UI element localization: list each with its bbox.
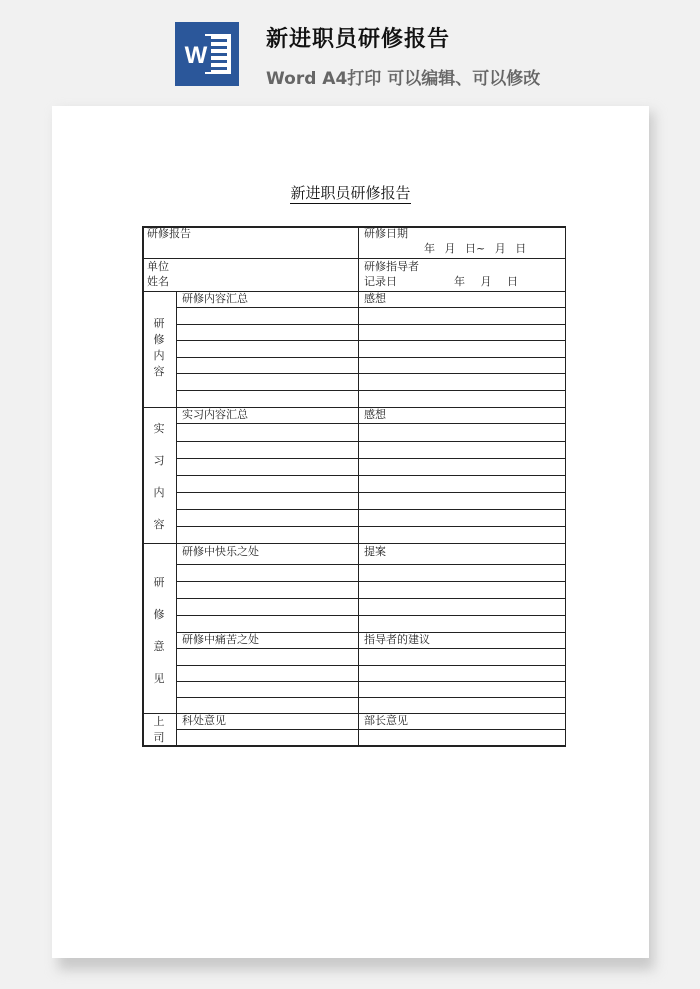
proposal-label: 提案	[364, 545, 386, 558]
department-head-label: 部长意见	[364, 714, 408, 727]
training-date-label: 研修日期	[364, 227, 408, 240]
document-page	[52, 106, 649, 958]
supervisor-label: 研修指导者	[364, 260, 419, 273]
side-label-char: 修	[153, 608, 165, 621]
training-joy-label: 研修中快乐之处	[182, 545, 259, 558]
training-pain-label: 研修中痛苦之处	[182, 633, 259, 646]
side-label-char: 修	[153, 333, 165, 346]
side-label-char: 实	[153, 422, 165, 435]
svg-text:W: W	[184, 42, 208, 69]
side-label-char: 研	[153, 576, 165, 589]
document-title-heading: 新进职员研修报告	[266, 27, 451, 52]
side-label-char: 容	[153, 365, 165, 378]
side-label-char: 上	[153, 715, 165, 728]
report-form-table	[142, 226, 566, 747]
side-label-char: 内	[153, 486, 165, 499]
side-label-char: 容	[153, 518, 165, 531]
training-feeling-label: 感想	[364, 292, 386, 305]
side-label-char: 司	[153, 731, 165, 744]
side-label-char: 习	[153, 454, 165, 467]
unit-label: 单位	[147, 260, 169, 273]
advisor-advice-label: 指导者的建议	[364, 633, 430, 646]
training-date-value: 年 月 日~ 月 日	[424, 242, 527, 255]
side-label-char: 内	[153, 349, 165, 362]
record-date-label: 记录日	[364, 275, 397, 288]
side-label-char: 见	[153, 672, 165, 685]
section-chief-label: 科处意见	[182, 714, 226, 727]
name-label: 姓名	[147, 275, 169, 288]
training-summary-label: 研修内容汇总	[182, 292, 248, 305]
intern-feeling-label: 感想	[364, 408, 386, 421]
side-label-char: 研	[153, 317, 165, 330]
form-title: 新进职员研修报告	[290, 184, 411, 202]
report-label: 研修报告	[147, 227, 191, 240]
document-subtitle: Word A4打印 可以编辑、可以修改	[266, 69, 541, 89]
intern-summary-label: 实习内容汇总	[182, 408, 248, 421]
record-date-value: 年 月 日	[454, 275, 518, 288]
side-label-char: 意	[153, 640, 165, 653]
word-icon	[175, 22, 239, 86]
